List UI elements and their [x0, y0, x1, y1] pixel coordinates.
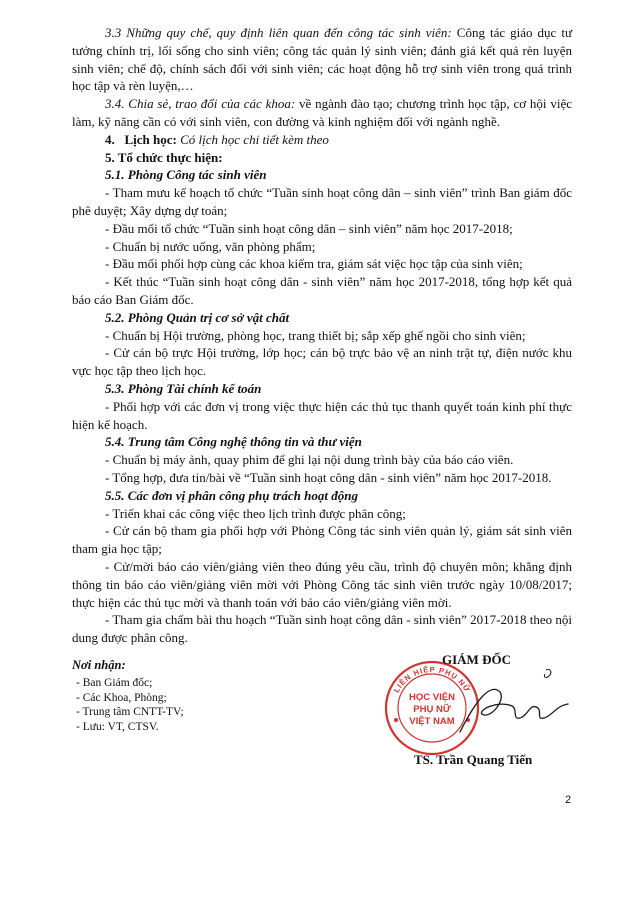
section-5-5-item: - Cử cán bộ tham gia phối hợp với Phòng Công tác sinh viên quản lý, giám sát sinh viên tham gia học tập; — [72, 523, 572, 557]
section-5-3-heading: 5.3. Phòng Tài chính kế toán — [105, 380, 262, 396]
recipient-item: - Lưu: VT, CTSV. — [76, 720, 159, 733]
seal-center-line: PHỤ NỮ — [413, 704, 451, 715]
section-5-2-item: - Cử cán bộ trực Hội trường, lớp học; cán bộ trực bảo vệ an ninh trật tự, điện nước khu vực học tập theo lịch học. — [72, 345, 572, 379]
section-4 — [72, 131, 572, 149]
section-5-5-heading: 5.5. Các đơn vị phân công phụ trách hoạt động — [105, 487, 358, 503]
section-3-4 — [72, 95, 572, 131]
section-5-5-item: - Cử/mời báo cáo viên/giảng viên theo đúng yêu cầu, trình độ chuyên môn; khẳng định thông tin báo cáo viên/giảng viên mời với Phòng Công tác sinh viên trước ngày 10/08/2017; thực hiện các thủ tục mời và thanh toán với báo cáo viên/giảng viên mời. — [72, 558, 572, 610]
section-5-1-item: - Chuẩn bị nước uống, văn phòng phẩm; — [105, 238, 316, 254]
seal-center-line: HỌC VIỆN — [409, 692, 455, 703]
section-4-label: Lịch học: — [124, 131, 177, 147]
document-body — [72, 24, 572, 647]
section-5-1-item: - Kết thúc “Tuần sinh hoạt công dân - sinh viên” năm học 2017-2018, tổng hợp kết quả báo cáo Ban Giám đốc. — [72, 274, 572, 307]
seal-top-text: LIÊN HIỆP PHỤ NỮ — [391, 664, 473, 695]
seal-center-line: VIỆT NAM — [409, 716, 455, 727]
signer-title: GIÁM ĐỐC — [442, 652, 511, 667]
section-5-1-heading: 5.1. Phòng Công tác sinh viên — [105, 167, 267, 183]
section-5-1-item: - Đầu mối phối hợp cùng các khoa kiểm tra, giám sát việc học tập của sinh viên; — [105, 256, 523, 272]
recipient-item: - Các Khoa, Phòng; — [76, 691, 167, 704]
section-5-2-item: - Chuẩn bị Hội trường, phòng học, trang thiết bị; sắp xếp ghế ngồi cho sinh viên; — [105, 327, 526, 343]
section-3-4-lead: 3.4. Chia sẻ, trao đổi của các khoa: — [105, 96, 296, 112]
signer-name: TS. Trần Quang Tiến — [414, 752, 533, 767]
recipients-list — [72, 676, 332, 734]
section-3-3-lead: 3.3 Những quy chế, quy định liên quan đến công tác sinh viên: — [105, 25, 452, 40]
recipients-block — [72, 658, 332, 734]
signature-block — [390, 652, 590, 770]
section-5-4-heading: 5.4. Trung tâm Công nghệ thông tin và thư viện — [105, 434, 362, 450]
section-5-4-item: - Tổng hợp, đưa tin/bài về “Tuần sinh hoạt công dân - sinh viên” năm học 2017-2018. — [105, 469, 552, 485]
section-4-number: 4. — [105, 131, 115, 147]
section-3-3 — [72, 24, 572, 95]
recipient-item: - Ban Giám đốc; — [76, 677, 153, 689]
section-5-1-item: - Tham mưu kế hoạch tổ chức “Tuần sinh hoạt công dân – sinh viên” trình Ban giám đốc phê duyệt; Xây dựng dự toán; — [72, 185, 572, 218]
section-5-5-item: - Tham gia chấm bài thu hoạch “Tuần sinh hoạt công dân - sinh viên” 2017-2018 theo nội dung được phân công. — [72, 612, 572, 646]
section-3-4-text: về ngành đào tạo; chương trình học tập, cơ hội việc làm, kỹ năng cần có với sinh viên, con đường và kinh nghiệm đối với ngành nghề. — [72, 96, 573, 129]
recipients-title: Nơi nhận: — [72, 658, 126, 672]
recipient-item: - Trung tâm CNTT-TV; — [76, 706, 184, 718]
section-5-2-heading: 5.2. Phòng Quản trị cơ sở vật chất — [105, 309, 290, 325]
section-5-heading: 5. Tổ chức thực hiện: — [105, 149, 223, 165]
section-5-5-item: - Triển khai các công việc theo lịch trình được phân công; — [105, 505, 406, 521]
section-5-4-item: - Chuẩn bị máy ảnh, quay phim để ghi lại nội dung trình bày của báo cáo viên. — [105, 452, 514, 468]
page-number: 2 — [565, 794, 572, 806]
handwritten-signature-icon — [420, 662, 570, 752]
section-5-1-item: - Đầu mối tổ chức “Tuần sinh hoạt công dân – sinh viên” năm học 2017-2018; — [105, 220, 513, 236]
section-4-text: Có lịch học chi tiết kèm theo — [176, 131, 329, 147]
section-3-3-text: Công tác giáo dục tư tưởng chính trị, lối sống cho sinh viên; công tác quản lý sinh viên; đánh giá kết quả rèn luyện sinh viên; chế độ, chính sách đối với sinh viên; các hoạt động hỗ trợ sinh viên trong quá trình học tập và rèn luyện,… — [72, 25, 572, 94]
section-5-3-item: - Phối hợp với các đơn vị trong việc thực hiện các thủ tục thanh quyết toán kinh phí thực hiện kế hoạch. — [72, 398, 572, 432]
